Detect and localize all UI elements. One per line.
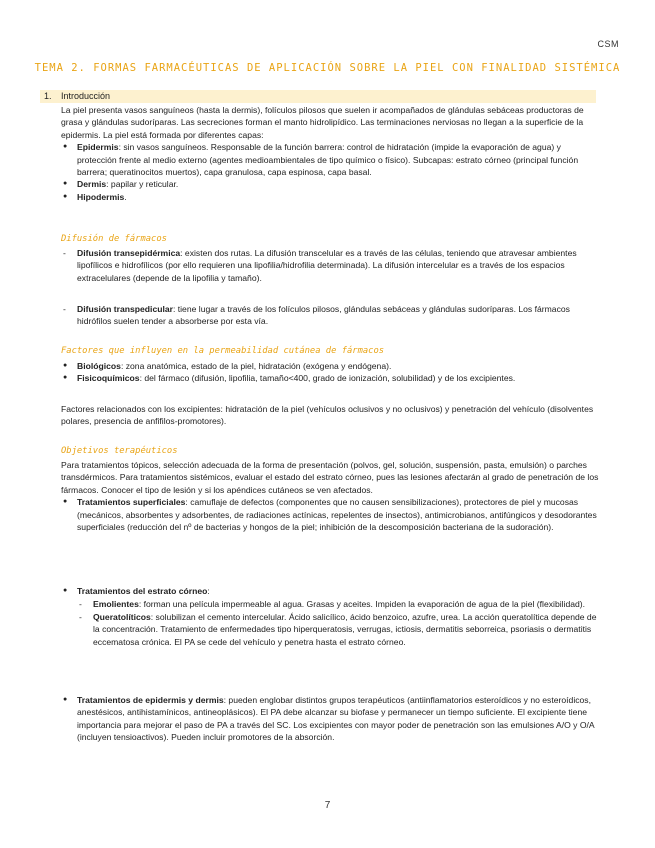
epidermis-block [61,694,599,744]
term: Fisicoquímicos [77,373,140,384]
term: Difusión transpedicular [77,304,173,314]
list-item [61,585,599,648]
term: Tratamientos del estrato córneo [77,586,208,596]
item-text: : camuflaje de defectos (componentes que no causen sensibilizaciones), protectores de piel y mucosas (mecánicos, absorbentes y adsorbentes, de radiaciones actínicas, repelentes de insectos), antimicrobianos, antifúngicos y desodorantes superficiales (reducción del nº de bacterias y hongos de la piel; inhibición de la descomposición bacteriana de la sudoración). [77,497,597,533]
intro-paragraph: La piel presenta vasos sanguíneos (hasta la dermis), folículos pilosos que suelen ir acompañados de glándulas sebáceas productoras de grasa y glándulas sudoríparas. Las secreciones forman el manto hidrolipídico. Las terminaciones nerviosas no llegan a la superficie de la epidermis. La piel está formada por diferentes capas: [61,105,584,140]
list-item [61,141,599,178]
objetivos-block [61,459,599,533]
item-text: : papilar y reticular. [106,179,179,190]
subheading-factores: Factores que influyen en la permeabilidad cutánea de fármacos [61,346,385,356]
item-text: : forman una película impermeable al agua. Grasas y aceites. Impiden la evaporación de agua de la piel (flexibilidad). [138,599,586,610]
difusion-block [61,247,599,284]
objetivos-paragraph: Para tratamientos tópicos, selección adecuada de la forma de presentación (polvos, gel, solución, suspensión, pasta, emulsión) o parches transdérmicos. Para tratamientos sistémicos, evaluar el estado del estrato córneo, pues las lesiones afectarán al grado de penetración de los fármacos. Conocer el tipo de lesión y si los apéndices cutáneos se ven afectados. [61,460,599,495]
term: Tratamientos superficiales [77,497,186,508]
factores-paragraph: Factores relacionados con los excipientes: hidratación de la piel (vehículos oclusivos y no oclusivos) y penetración del vehículo (disolventes polares, presencia de anfifilos-promotores). [61,404,594,427]
layers-list [61,141,599,203]
term: Queratolíticos [93,611,151,622]
list-item [61,496,599,533]
item-text: : sin vasos sanguíneos. Responsable de la función barrera: control de hidratación (impide la evaporación de agua) y protección frente al medio externo (agentes medioambientales de tipo químico o físico). Subcapas: estrato córneo (principal función barrera; queratinocitos muertos), capa granulosa, capa espinosa, capa basal. [77,142,579,178]
item-text: : zona anatómica, estado de la piel, hidratación (exógena y endógena). [120,361,392,371]
list-item [61,360,599,372]
sub-list-item [77,611,599,648]
estrato-block [61,585,599,648]
page-number: 7 [324,800,331,811]
page-title: TEMA 2. FORMAS FARMACÉUTICAS DE APLICACIÓN SOBRE LA PIEL CON FINALIDAD SISTÉMICA [34,62,621,74]
list-item [61,191,599,203]
item-text: : [207,586,210,596]
term: Hipodermis [77,191,125,202]
term: Dermis [77,179,107,190]
term: Tratamientos de epidermis y dermis [77,695,224,705]
item-text: : existen dos rutas. La difusión transcelular es a través de las células, teniendo que atravesar ambientes lipofílicos e hidrofílicos (por ello requieren una lipofilia/hidrofilia determinada). La difusión intercelular es a través de los espacios extracelulares (depende de la lipofilia y tamaño). [77,248,577,283]
factores-block [61,360,599,385]
item-text: : solubilizan el cemento intercelular. Ácido salicílico, ácido benzoico, azufre, urea. La acción queratolítica depende de la concentración. Tratamiento de enfermedades tipo hiperqueratosis, verrugas, ictiosis, dermatitis seborreica, psoriasis o dermatitis eccematosa crónica. El PA se cede del vehículo y penetra hasta el estrato córneo. [93,611,597,647]
item-text: . [124,191,127,202]
item-text: : tiene lugar a través de los folículos pilosos, glándulas sebáceas y glándulas sudoríparas. Los fármacos hidrófilos suelen tender a absorberse por esta vía. [77,304,570,327]
section-number: 1. [44,91,52,101]
list-item [61,303,599,328]
term: Emolientes [93,599,139,610]
sub-list-item [77,598,599,610]
author-initials: CSM [597,39,619,49]
subheading-difusion: Difusión de fármacos [61,234,167,244]
list-item [61,178,599,190]
section-title: Introducción [61,91,111,101]
list-item [61,694,599,744]
factores-paragraph-block [61,403,599,428]
list-item [61,247,599,284]
difusion-block-2 [61,303,599,328]
term: Epidermis [77,142,119,153]
term: Difusión transepidérmica [77,248,181,258]
item-text: : pueden englobar distintos grupos terapéuticos (antiinflamatorios esteroídicos y no esteroídicos, anestésicos, antihistamínicos, antineoplásicos). El PA debe alcanzar su biofase y permanecer un tiempo suficiente. El excipiente tiene importancia para mejorar el paso de PA a través del SC. Los excipientes con mayor poder de penetración son las emulsiones A/O y O/A (incluyen tensioactivos). Pueden incluir promotores de la absorción. [77,695,595,743]
subheading-objetivos: Objetivos terapéuticos [61,446,178,456]
term: Biológicos [77,361,121,371]
intro-block [61,104,599,203]
list-item [61,372,599,384]
section-highlight [40,90,596,103]
item-text: : del fármaco (difusión, lipofilia, tamaño<400, grado de ionización, solubilidad) y de los excipientes. [139,373,516,384]
